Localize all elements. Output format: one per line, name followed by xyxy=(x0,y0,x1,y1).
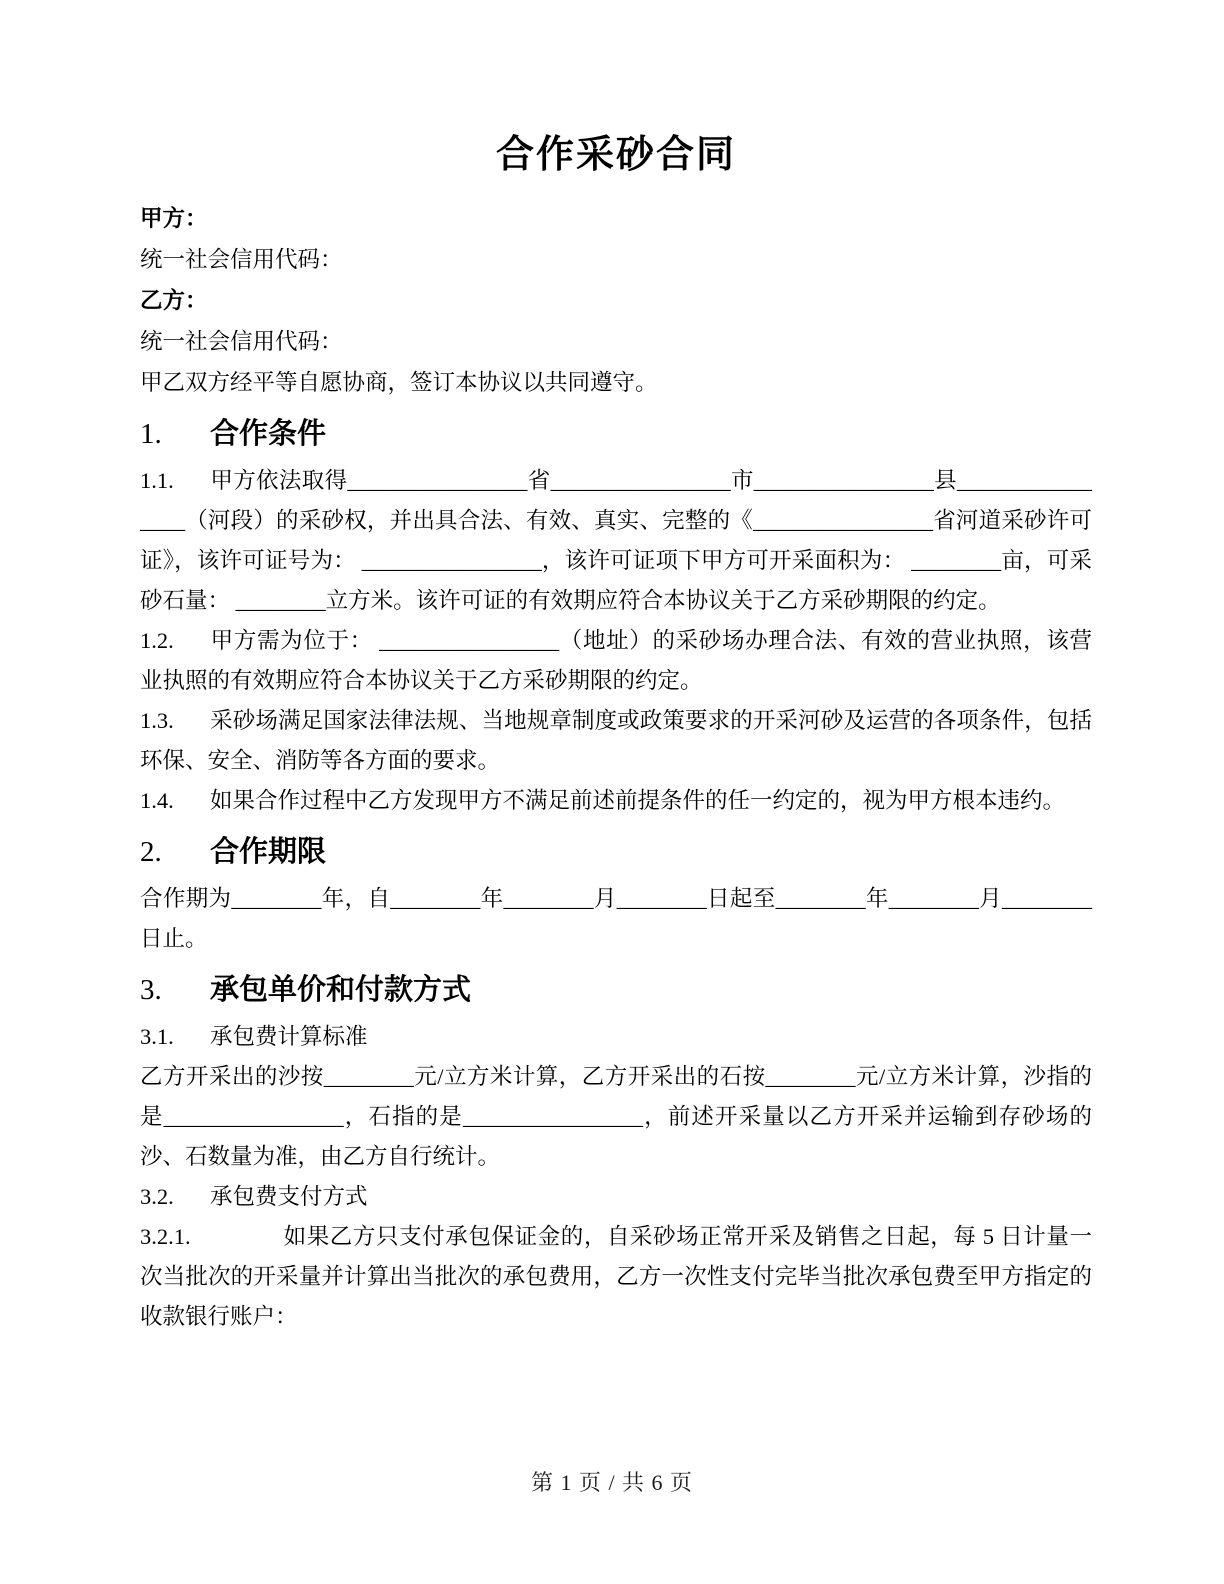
party-b-label: 乙方： xyxy=(140,288,208,313)
party-a-credit-code: 统一社会信用代码： xyxy=(140,247,343,272)
clause-number: 1.2. xyxy=(140,628,174,653)
clause-text: 承包费计算标准 xyxy=(210,1024,368,1049)
clause-number: 3.1. xyxy=(140,1024,174,1049)
section-2-title: 合作期限 xyxy=(210,836,327,868)
clause-1-1 xyxy=(140,461,1092,621)
section-3-heading xyxy=(140,967,1092,1013)
section-2-number: 2. xyxy=(140,836,162,868)
preamble: 甲乙双方经平等自愿协商，签订本协议以共同遵守。 xyxy=(140,370,658,395)
clause-text: 承包费支付方式 xyxy=(210,1184,368,1209)
party-b-credit-code: 统一社会信用代码： xyxy=(140,329,343,354)
clause-text: 如果合作过程中乙方发现甲方不满足前述前提条件的任一约定的，视为甲方根本违约。 xyxy=(210,788,1066,813)
clause-text: 采砂场满足国家法律法规、当地规章制度或政策要求的开采河砂及运营的各项条件，包括环保、安全、消防等各方面的要求。 xyxy=(140,708,1092,773)
clause-number: 1.4. xyxy=(140,788,174,813)
page-number-footer: 第 1 页 / 共 6 页 xyxy=(530,1470,694,1495)
section-3-number: 3. xyxy=(140,974,162,1006)
clause-1-4 xyxy=(140,781,1092,821)
party-a-label: 甲方： xyxy=(140,206,208,231)
section-1-number: 1. xyxy=(140,418,162,450)
clause-number: 3.2. xyxy=(140,1184,174,1209)
section-1-heading xyxy=(140,411,1092,457)
clause-3-1-body: 乙方开采出的沙按________元/立方米计算，乙方开采出的石按________元/立方米计算，沙指的是________________，石指的是________________，前述开采量以乙方开采并运输到存砂场的沙、石数量为准，由乙方自行统计。 xyxy=(140,1064,1092,1169)
section-3-title: 承包单价和付款方式 xyxy=(210,974,472,1006)
clause-number: 1.3. xyxy=(140,708,174,733)
document-title: 合作采砂合同 xyxy=(495,134,736,176)
section-2-heading xyxy=(140,829,1092,875)
clause-1-2 xyxy=(140,621,1092,701)
clause-text: 甲方需为位于： ________________（地址）的采砂场办理合法、有效的营业执照，该营业执照的有效期应符合本协议关于乙方采砂期限的约定。 xyxy=(140,628,1092,693)
clause-text: 甲方依法取得________________省________________市________________县________________（河段）的采砂权，并出具合法、有效、真实、完整的《________________省河道采砂许可证》，该许可证号为： ________________，该许可证项下甲方可开采面积为： ________亩，可采砂石量： ________立方米。该许可证的有效期应符合本协议关于乙方采砂期限的约定。 xyxy=(140,468,1092,613)
clause-2-term: 合作期为________年，自________年________月________日起至________年________月________日止。 xyxy=(140,886,1092,951)
clause-3-1 xyxy=(140,1017,1092,1057)
clause-text: 如果乙方只支付承包保证金的，自采砂场正常开采及销售之日起，每 5 日计量一次当批次的开采量并计算出当批次的承包费用，乙方一次性支付完毕当批次承包费至甲方指定的收款银行账户： xyxy=(140,1224,1092,1329)
section-1-title: 合作条件 xyxy=(210,418,327,450)
clause-3-2-1 xyxy=(140,1217,1092,1337)
clause-1-3 xyxy=(140,701,1092,781)
clause-3-2 xyxy=(140,1177,1092,1217)
clause-number: 3.2.1. xyxy=(140,1224,191,1249)
clause-number: 1.1. xyxy=(140,468,174,493)
